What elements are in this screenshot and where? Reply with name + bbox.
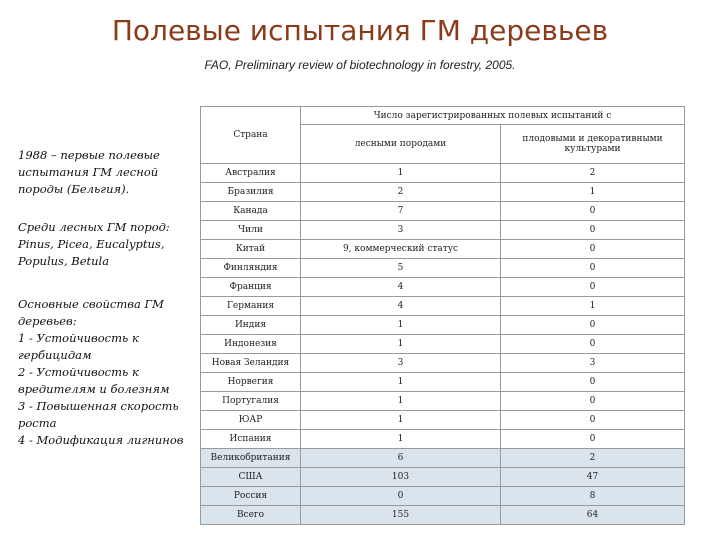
cell-country: Бразилия xyxy=(201,183,301,202)
table-row xyxy=(201,487,685,506)
cell-country: Новая Зеландия xyxy=(201,354,301,373)
cell-fruit: 0 xyxy=(501,373,685,392)
cell-forest: 1 xyxy=(301,335,501,354)
cell-forest: 2 xyxy=(301,183,501,202)
cell-forest: 103 xyxy=(301,468,501,487)
table-row xyxy=(201,202,685,221)
cell-fruit: 0 xyxy=(501,411,685,430)
table-row xyxy=(201,411,685,430)
cell-country: Португалия xyxy=(201,392,301,411)
cell-fruit: 0 xyxy=(501,259,685,278)
cell-fruit: 2 xyxy=(501,164,685,183)
cell-country: Германия xyxy=(201,297,301,316)
table-row xyxy=(201,506,685,525)
cell-forest: 1 xyxy=(301,392,501,411)
header-fruit: плодовыми и декоративными культурами xyxy=(501,125,685,164)
cell-forest: 1 xyxy=(301,373,501,392)
cell-country: Индия xyxy=(201,316,301,335)
cell-forest: 4 xyxy=(301,278,501,297)
cell-country: ЮАР xyxy=(201,411,301,430)
cell-country: Испания xyxy=(201,430,301,449)
cell-forest: 6 xyxy=(301,449,501,468)
header-group: Число зарегистрированных полевых испытаний с xyxy=(301,107,685,125)
cell-country: США xyxy=(201,468,301,487)
cell-forest: 0 xyxy=(301,487,501,506)
cell-country: Китай xyxy=(201,240,301,259)
cell-country: Великобритания xyxy=(201,449,301,468)
cell-fruit: 0 xyxy=(501,278,685,297)
table-row xyxy=(201,335,685,354)
table-row xyxy=(201,354,685,373)
cell-forest: 1 xyxy=(301,430,501,449)
table-row xyxy=(201,183,685,202)
note-properties: Основные свойства ГМ деревьев: 1 - Устойчивость к гербицидам 2 - Устойчивость к вредителям и болезням 3 - Повышенная скорость роста 4 - Модификация лигнинов xyxy=(18,297,184,447)
cell-fruit: 0 xyxy=(501,316,685,335)
cell-forest: 9, коммерческий статус xyxy=(301,240,501,259)
cell-forest: 155 xyxy=(301,506,501,525)
cell-forest: 1 xyxy=(301,411,501,430)
table-row xyxy=(201,297,685,316)
cell-country: Австралия xyxy=(201,164,301,183)
cell-forest: 1 xyxy=(301,164,501,183)
cell-fruit: 0 xyxy=(501,392,685,411)
table-row xyxy=(201,221,685,240)
cell-country: Россия xyxy=(201,487,301,506)
table-row xyxy=(201,392,685,411)
cell-fruit: 8 xyxy=(501,487,685,506)
cell-fruit: 0 xyxy=(501,430,685,449)
cell-forest: 3 xyxy=(301,354,501,373)
cell-forest: 7 xyxy=(301,202,501,221)
cell-country: Канада xyxy=(201,202,301,221)
cell-fruit: 64 xyxy=(501,506,685,525)
cell-country: Индонезия xyxy=(201,335,301,354)
cell-forest: 3 xyxy=(301,221,501,240)
cell-country: Чили xyxy=(201,221,301,240)
cell-fruit: 47 xyxy=(501,468,685,487)
table-row xyxy=(201,373,685,392)
cell-country: Франция xyxy=(201,278,301,297)
slide-title: Полевые испытания ГМ деревьев xyxy=(111,14,609,47)
cell-country: Норвегия xyxy=(201,373,301,392)
source-citation: FAO, Preliminary review of biotechnology in forestry, 2005. xyxy=(204,58,516,72)
cell-fruit: 1 xyxy=(501,297,685,316)
cell-fruit: 0 xyxy=(501,221,685,240)
table-row xyxy=(201,164,685,183)
cell-fruit: 0 xyxy=(501,240,685,259)
cell-country: Финляндия xyxy=(201,259,301,278)
cell-forest: 4 xyxy=(301,297,501,316)
cell-fruit: 0 xyxy=(501,335,685,354)
table-row xyxy=(201,430,685,449)
cell-fruit: 0 xyxy=(501,202,685,221)
header-country: Страна xyxy=(201,107,301,164)
table-row xyxy=(201,316,685,335)
cell-forest: 5 xyxy=(301,259,501,278)
header-forest: лесными породами xyxy=(301,125,501,164)
cell-fruit: 3 xyxy=(501,354,685,373)
table-row xyxy=(201,449,685,468)
cell-fruit: 1 xyxy=(501,183,685,202)
cell-forest: 1 xyxy=(301,316,501,335)
trials-table xyxy=(200,106,685,525)
cell-fruit: 2 xyxy=(501,449,685,468)
note-species: Среди лесных ГМ пород: Pinus, Picea, Eucalyptus, Populus, Betula xyxy=(18,220,170,268)
table-row xyxy=(201,468,685,487)
table-row xyxy=(201,259,685,278)
table-row xyxy=(201,278,685,297)
table-row xyxy=(201,240,685,259)
note-first-trials: 1988 – первые полевые испытания ГМ лесной породы (Бельгия). xyxy=(18,148,160,196)
cell-country: Всего xyxy=(201,506,301,525)
